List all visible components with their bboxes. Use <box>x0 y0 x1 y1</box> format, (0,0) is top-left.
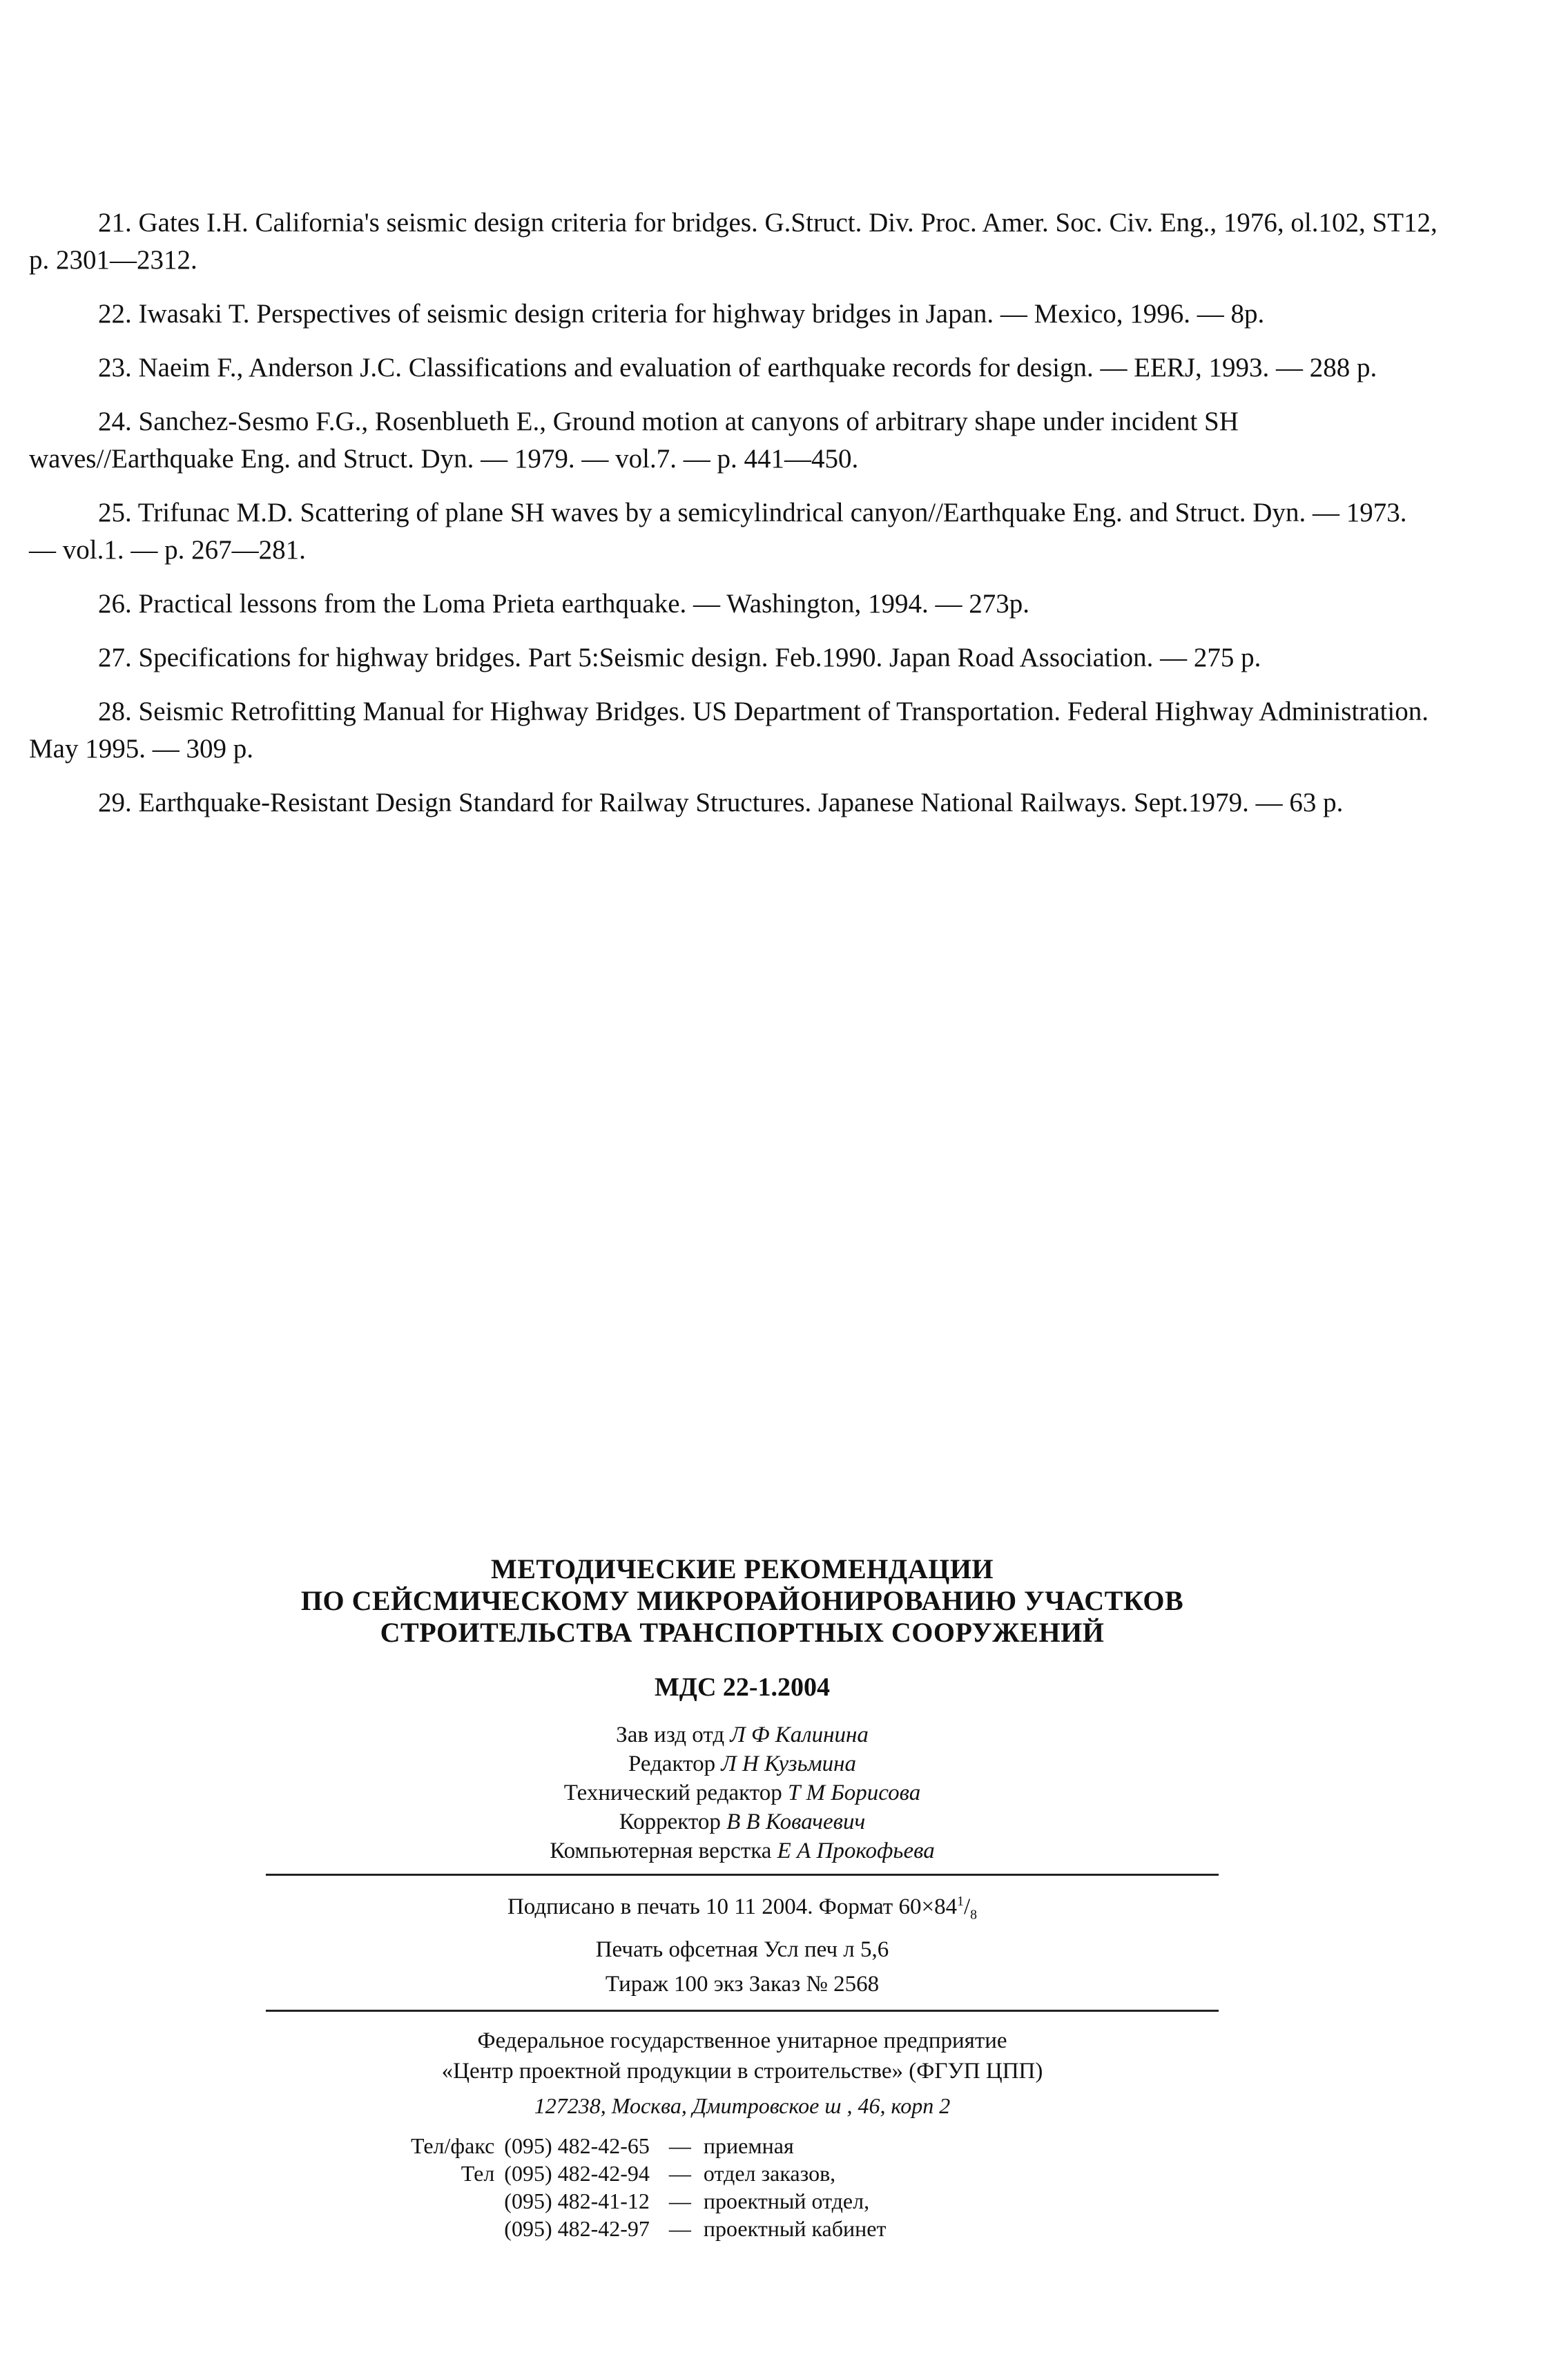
phone-number: (095) 482-41-12 <box>504 2188 650 2213</box>
phone-row <box>411 2132 893 2160</box>
phone-label <box>411 2187 504 2215</box>
dash: — <box>668 2133 691 2158</box>
reference-item: 23. Naeim F., Anderson J.C. Classifications and evaluation of earthquake records for design. — EERJ, 1993. — 288 p. <box>98 353 1377 382</box>
phone-label: Тел <box>461 2160 495 2186</box>
staff-name: В В Ковачевич <box>726 1810 866 1834</box>
reference-item: 28. Seismic Retrofitting Manual for Highway Bridges. US Department of Transportation. Federal Highway Administration. May 1995. — 309 p. <box>29 697 1429 764</box>
reference-item: 25. Trifunac M.D. Scattering of plane SH waves by a semicylindrical canyon//Earthquake Eng. and Struct. Dyn. — 1973. — vol.1. — p. 267—281. <box>29 498 1407 565</box>
phone-row <box>411 2215 893 2242</box>
staff-name: Е А Прокофьева <box>777 1838 935 1863</box>
staff-line <box>266 1836 1219 1865</box>
phone-desc: проектный кабинет <box>703 2215 887 2241</box>
print-info: Печать офсетная Усл печ л 5,6 <box>595 1937 889 1962</box>
staff-role: Зав изд отд <box>616 1723 725 1747</box>
reference-item: 21. Gates I.H. California's seismic design criteria for bridges. G.Struct. Div. Proc. Amer. Soc. Civ. Eng., 1976, ol.102, ST12, p. 2301—2312. <box>29 208 1438 275</box>
phone-label: Тел/факс <box>411 2133 495 2158</box>
staff-role: Редактор <box>628 1752 716 1776</box>
phone-row <box>411 2187 893 2215</box>
reference-list <box>29 204 1438 838</box>
staff-name: Л Н Кузьмина <box>721 1752 857 1776</box>
dash: — <box>668 2188 691 2213</box>
publisher-address: 127238, Москва, Дмитровское ш , 46, корп 2 <box>534 2093 951 2118</box>
publisher-line: Федеральное государственное унитарное предприятие <box>477 2028 1007 2053</box>
staff-name: Т М Борисова <box>788 1781 921 1805</box>
phone-desc: проектный отдел, <box>703 2188 870 2213</box>
book-title-line: СТРОИТЕЛЬСТВА ТРАНСПОРТНЫХ СООРУЖЕНИЙ <box>380 1617 1105 1648</box>
publisher-line: «Центр проектной продукции в строительстве» (ФГУП ЦПП) <box>441 2058 1043 2084</box>
phone-number: (095) 482-42-94 <box>504 2160 650 2186</box>
format-sub: 8 <box>970 1907 978 1923</box>
phone-desc: отдел заказов, <box>703 2160 836 2186</box>
book-title-line: ПО СЕЙСМИЧЕСКОМУ МИКРОРАЙОНИРОВАНИЮ УЧАСТКОВ <box>300 1585 1184 1616</box>
phone-number: (095) 482-42-65 <box>504 2133 650 2158</box>
staff-role: Компьютерная верстка <box>550 1838 772 1863</box>
book-title <box>266 1553 1219 1649</box>
staff-role: Технический редактор <box>563 1781 782 1805</box>
book-title-line: МЕТОДИЧЕСКИЕ РЕКОМЕНДАЦИИ <box>490 1553 994 1584</box>
document-code: МДС 22-1.2004 <box>654 1673 831 1702</box>
dash: — <box>668 2160 691 2186</box>
staff-line <box>266 1778 1219 1807</box>
reference-item: 22. Iwasaki T. Perspectives of seismic design criteria for highway bridges in Japan. — Mexico, 1996. — 8p. <box>98 299 1265 329</box>
staff-line <box>266 1749 1219 1778</box>
staff-line <box>266 1807 1219 1836</box>
format-sup: 1 <box>957 1894 964 1909</box>
reference-item: 26. Practical lessons from the Loma Prieta earthquake. — Washington, 1994. — 273p. <box>98 589 1029 619</box>
reference-item: 29. Earthquake-Resistant Design Standard for Railway Structures. Japanese National Railways. Sept.1979. — 63 p. <box>98 788 1344 817</box>
print-run: Тираж 100 экз Заказ № 2568 <box>605 1971 880 1997</box>
divider <box>266 2010 1219 2012</box>
reference-item: 24. Sanchez-Sesmo F.G., Rosenblueth E., Ground motion at canyons of arbitrary shape under incident SH waves//Earthquake Eng. and Struct. Dyn. — 1979. — vol.7. — p. 441—450. <box>29 407 1239 474</box>
colophon <box>266 1553 1219 2242</box>
phone-table <box>411 2132 893 2242</box>
phone-desc: приемная <box>703 2133 794 2158</box>
divider <box>266 1874 1219 1876</box>
dash: — <box>668 2215 691 2241</box>
staff-role: Корректор <box>619 1810 721 1834</box>
signed-to-print: Подписано в печать 10 11 2004. Формат $60\times 84^1/_8$ <box>507 1894 978 1923</box>
reference-item: 27. Specifications for highway bridges. Part 5:Seismic design. Feb.1990. Japan Road Association. — 275 p. <box>98 643 1261 672</box>
staff-line <box>266 1720 1219 1749</box>
phone-label <box>411 2215 504 2242</box>
staff-name: Л Ф Калинина <box>730 1723 869 1747</box>
phone-number: (095) 482-42-97 <box>504 2215 650 2241</box>
signed-text: Подписано в печать 10 11 2004. Формат 60×84 <box>507 1894 958 1919</box>
phone-row <box>411 2160 893 2187</box>
staff-list <box>266 1720 1219 1865</box>
